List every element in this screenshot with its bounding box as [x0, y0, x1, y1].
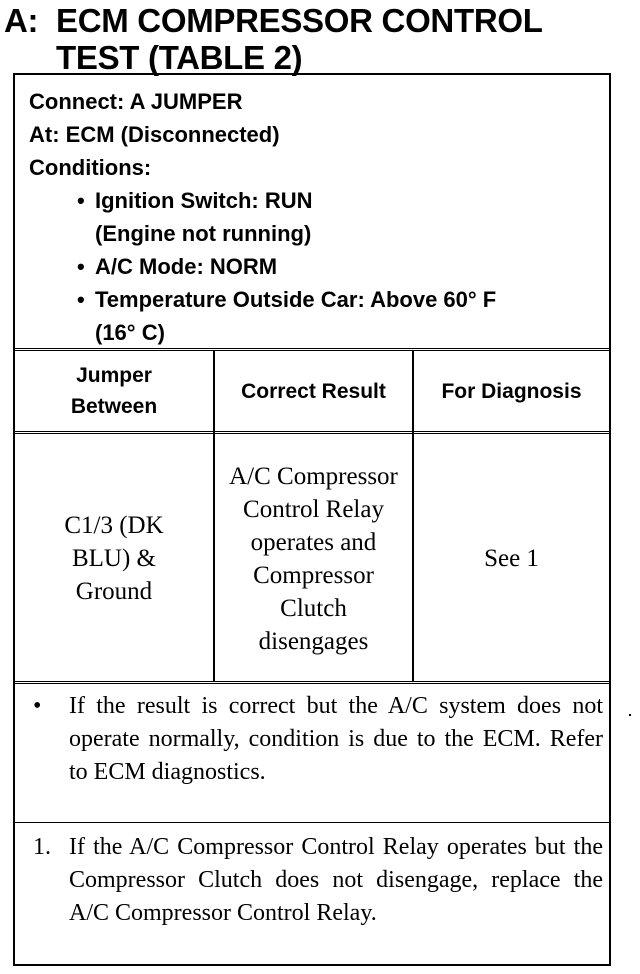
bullet-icon: •	[33, 693, 42, 719]
result-table	[15, 351, 609, 682]
condition-text: Ignition Switch: RUN	[95, 188, 313, 213]
note-text: If the result is correct but the A/C system does not operate normally, condition is due to the ECM. Refer to ECM diagnostics.	[69, 693, 603, 785]
header-for-diagnosis: For Diagnosis	[441, 379, 582, 403]
condition-item	[77, 184, 609, 250]
note-number: 1.	[33, 834, 51, 860]
condition-continuation: (16° C)	[95, 320, 165, 345]
note-item	[15, 831, 609, 961]
page-title	[4, 2, 634, 76]
header-jumper-between: Jumper Between	[70, 364, 158, 418]
title-line-2: TEST (TABLE 2)	[56, 39, 303, 76]
test-table-box	[13, 73, 611, 966]
cell-diagnosis: See 1	[484, 545, 539, 572]
connect-line: Connect: A JUMPER	[29, 89, 243, 114]
bullet-icon: •	[77, 254, 85, 279]
conditions-label: Conditions:	[29, 155, 152, 180]
setup-section	[15, 75, 609, 351]
header-correct-result: Correct Result	[241, 379, 386, 403]
condition-item	[77, 283, 609, 349]
notes-section	[15, 687, 609, 964]
title-line-1: ECM COMPRESSOR CONTROL	[56, 2, 543, 39]
conditions-list	[29, 184, 609, 349]
bullet-icon: •	[77, 188, 85, 213]
at-line: At: ECM (Disconnected)	[29, 122, 280, 147]
note-text: If the A/C Compressor Control Relay operates but the Compressor Clutch does not disengage, replace the A/C Compressor Control Relay.	[69, 834, 603, 926]
condition-text: A/C Mode: NORM	[95, 254, 278, 279]
condition-text: Temperature Outside Car: Above 60° F	[95, 287, 497, 312]
condition-continuation: (Engine not running)	[95, 221, 312, 246]
cell-result: A/C Compressor Control Relay operates and Compressor Clutch disengages	[229, 462, 398, 655]
cell-jumper: C1/3 (DK BLU) & Ground	[64, 512, 164, 605]
table-bottom-border	[15, 681, 609, 684]
bullet-icon: •	[77, 287, 85, 312]
stray-dot	[629, 714, 631, 716]
condition-item	[77, 250, 609, 283]
note-item	[15, 690, 609, 823]
title-prefix: A:	[4, 2, 39, 39]
header-separator	[15, 431, 609, 434]
